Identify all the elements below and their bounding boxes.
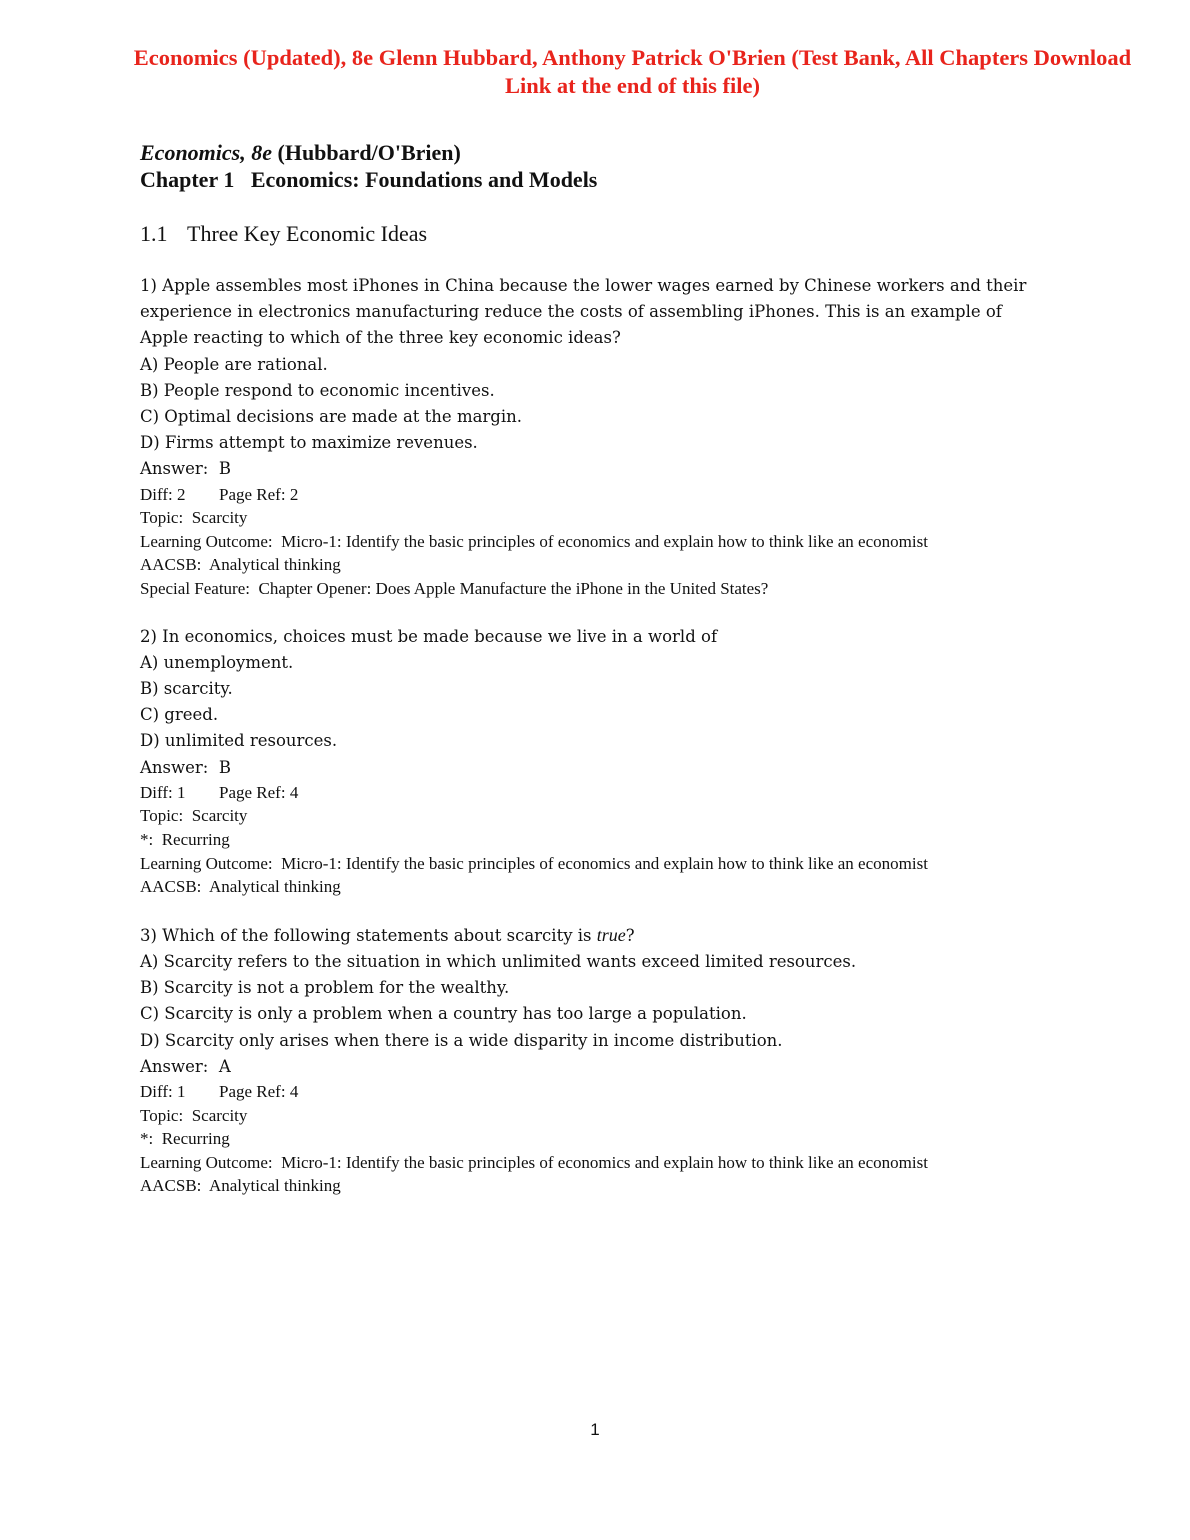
topic: Topic: Scarcity bbox=[140, 806, 248, 826]
banner-line-2: Link at the end of this file) bbox=[504, 73, 760, 98]
option-a: A) Scarcity refers to the situation in which unlimited wants exceed limited resources. bbox=[140, 951, 857, 971]
book-heading bbox=[140, 139, 1060, 166]
question-stem: experience in electronics manufacturing reduce the costs of assembling iPhones. This is an example of bbox=[140, 302, 1002, 322]
option-b: B) scarcity. bbox=[140, 679, 233, 698]
option-c: C) greed. bbox=[140, 705, 219, 725]
question-2 bbox=[140, 624, 1060, 899]
question-stem: 2) In economics, choices must be made because we live in a world of bbox=[140, 626, 718, 646]
recurring: *: Recurring bbox=[140, 1129, 230, 1149]
question-stem: Apple reacting to which of the three key economic ideas? bbox=[140, 328, 621, 348]
diff-page-ref bbox=[140, 781, 1060, 805]
page-ref: Page Ref: 2 bbox=[219, 484, 299, 504]
option-a: A) unemployment. bbox=[140, 652, 294, 672]
page-ref: Page Ref: 4 bbox=[219, 1082, 299, 1101]
option-d: D) Firms attempt to maximize revenues. bbox=[140, 433, 478, 453]
question-stem: 1) Apple assembles most iPhones in China because the lower wages earned by Chinese workers and their bbox=[140, 276, 1027, 295]
option-d: D) Scarcity only arises when there is a wide disparity in income distribution. bbox=[140, 1030, 783, 1050]
stem-emphasis: true bbox=[596, 924, 626, 945]
chapter-title: Chapter 1 Economics: Foundations and Models bbox=[140, 167, 598, 192]
option-c: C) Scarcity is only a problem when a country has too large a population. bbox=[140, 1004, 747, 1024]
aacsb: AACSB: Analytical thinking bbox=[140, 1176, 341, 1196]
section-number: 1.1 bbox=[140, 221, 168, 246]
aacsb: AACSB: Analytical thinking bbox=[140, 877, 341, 897]
option-b: B) Scarcity is not a problem for the wealthy. bbox=[140, 978, 510, 998]
download-banner bbox=[100, 44, 1165, 100]
section-heading bbox=[140, 220, 1060, 247]
question-stem bbox=[140, 922, 1060, 949]
topic: Topic: Scarcity bbox=[140, 508, 248, 528]
question-3 bbox=[140, 922, 1060, 1198]
section-title: Three Key Economic Ideas bbox=[187, 221, 428, 246]
diff-page-ref bbox=[140, 483, 1060, 507]
stem-end: ? bbox=[625, 925, 635, 945]
answer: Answer: A bbox=[140, 1056, 231, 1076]
learning-outcome: Learning Outcome: Micro-1: Identify the basic principles of economics and explain how to think like an economist bbox=[140, 531, 928, 551]
learning-outcome: Learning Outcome: Micro-1: Identify the basic principles of economics and explain how to think like an economist bbox=[140, 853, 928, 873]
banner-line-1: Economics (Updated), 8e Glenn Hubbard, Anthony Patrick O'Brien (Test Bank, All Chapters Download bbox=[133, 45, 1132, 70]
answer: Answer: B bbox=[140, 459, 231, 479]
book-title: Economics, 8e bbox=[140, 140, 272, 165]
option-d: D) unlimited resources. bbox=[140, 731, 338, 751]
difficulty: Diff: 1 bbox=[140, 1082, 186, 1101]
option-a: A) People are rational. bbox=[140, 354, 328, 374]
difficulty: Diff: 2 bbox=[140, 484, 186, 504]
page-content bbox=[140, 139, 1060, 1221]
book-authors: (Hubbard/O'Brien) bbox=[277, 140, 461, 165]
diff-page-ref bbox=[140, 1080, 1060, 1104]
aacsb: AACSB: Analytical thinking bbox=[140, 555, 341, 575]
option-b: B) People respond to economic incentives. bbox=[140, 380, 495, 400]
special-feature: Special Feature: Chapter Opener: Does Apple Manufacture the iPhone in the United States? bbox=[140, 579, 769, 598]
recurring: *: Recurring bbox=[140, 830, 230, 849]
page-number: 1 bbox=[590, 1420, 600, 1439]
page-ref: Page Ref: 4 bbox=[219, 782, 299, 802]
option-c: C) Optimal decisions are made at the margin. bbox=[140, 407, 523, 427]
learning-outcome: Learning Outcome: Micro-1: Identify the basic principles of economics and explain how to think like an economist bbox=[140, 1152, 928, 1172]
question-1 bbox=[140, 273, 1060, 601]
topic: Topic: Scarcity bbox=[140, 1105, 248, 1125]
stem-text: 3) Which of the following statements about scarcity is bbox=[140, 925, 597, 945]
answer: Answer: B bbox=[140, 757, 231, 777]
difficulty: Diff: 1 bbox=[140, 782, 186, 802]
